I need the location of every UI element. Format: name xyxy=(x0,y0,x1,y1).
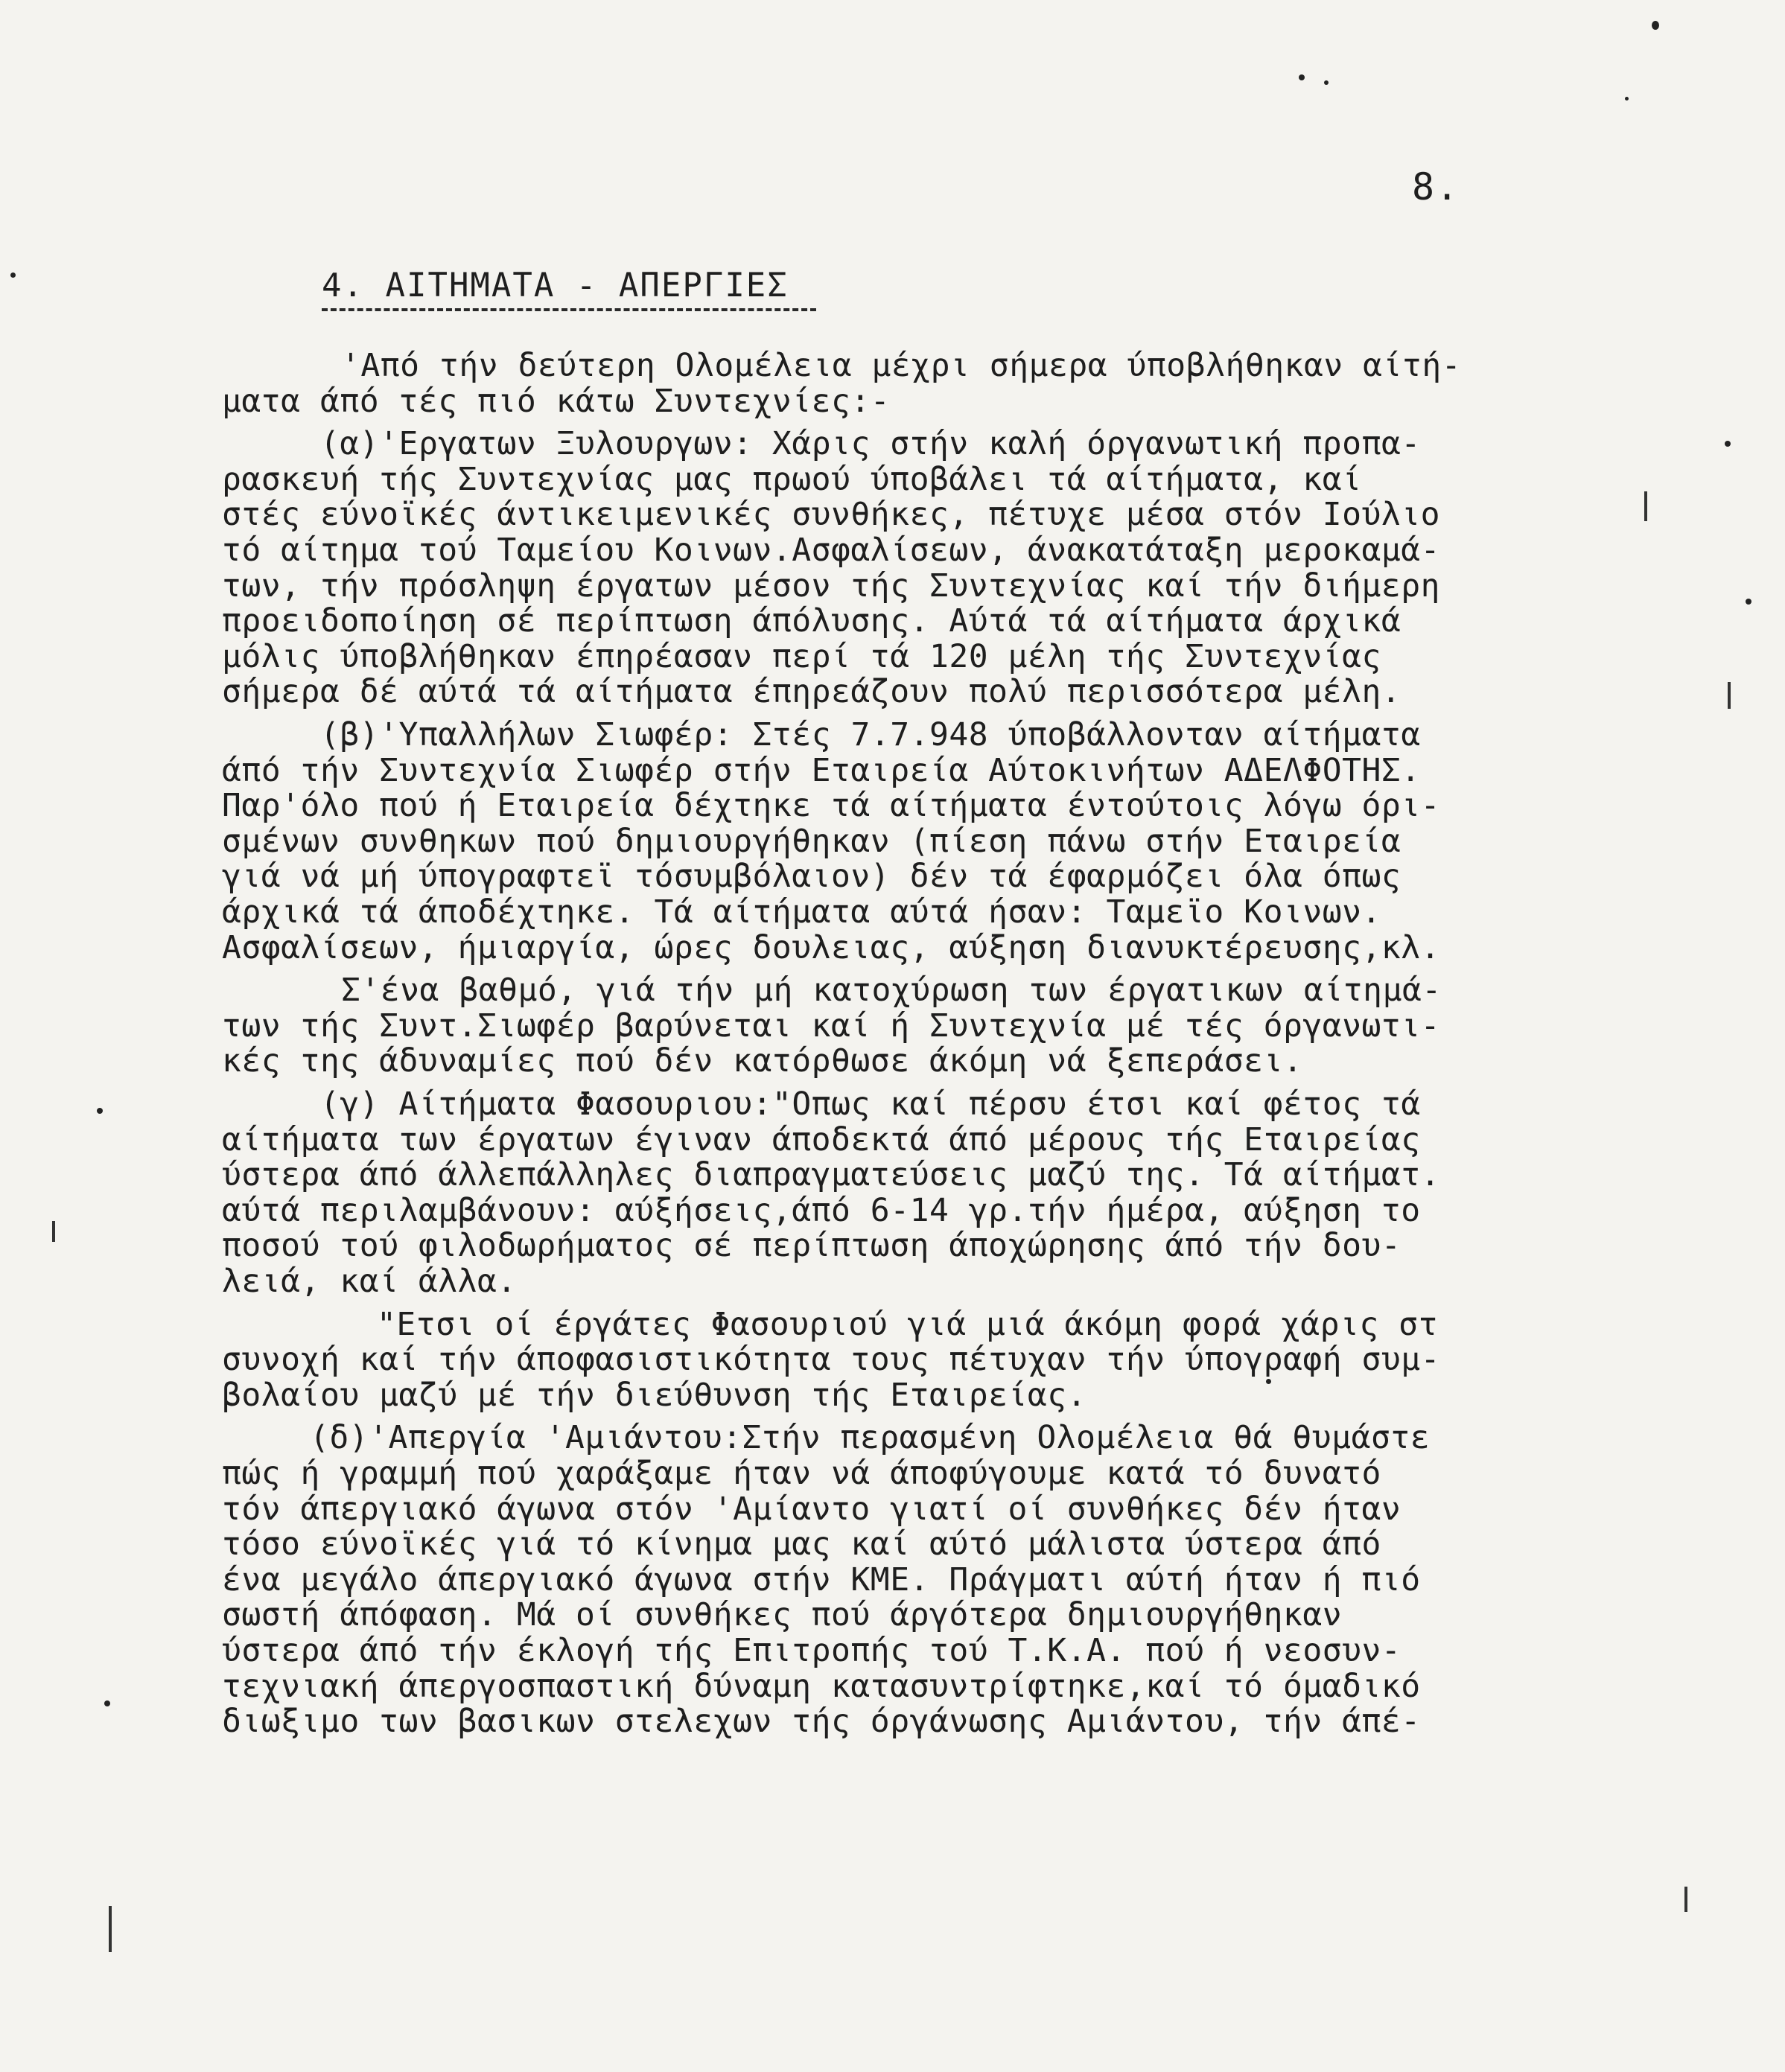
text-line: πώς ή γραμμή πού χαράξαμε ήταν νά άποφύγουμε κατά τό δυνατό xyxy=(222,1455,1381,1492)
scan-speck xyxy=(1324,80,1329,85)
text-line: κές της άδυναμίες πού δέν κατόρθωσε άκόμη νά ξεπεράσει. xyxy=(222,1042,1303,1080)
heading-underline xyxy=(322,308,816,311)
section-heading: 4. ΑΙΤΗΜΑΤΑ - ΑΠΕΡΓΙΕΣ xyxy=(322,267,789,305)
text-line: (α)'Εργατων Ξυλουργων: Χάρις στήν καλή όργανωτική προπα- xyxy=(320,425,1421,463)
text-line: ρασκευή τής Συντεχνίας μας πρωού ύποβάλει τά αίτήματα, καί xyxy=(222,460,1362,498)
text-line: ένα μεγάλο άπεργιακό άγωνα στήν ΚΜΕ. Πράγματι αύτή ήταν ή πιό xyxy=(222,1561,1421,1598)
text-line: ματα άπό τές πιό κάτω Συντεχνίες:- xyxy=(222,382,891,420)
text-line: άρχικά τά άποδέχτηκε. Τά αίτήματα αύτά ήσαν: Ταμεϊο Κοινων. xyxy=(222,893,1381,931)
text-line: συνοχή καί τήν άποφασιστικότητα τους πέτυχαν τήν ύπογραφή συμ- xyxy=(222,1341,1441,1379)
text-line: βολαίου μαζύ μέ τήν διεύθυνση τής Εταιρείας. xyxy=(222,1376,1087,1414)
text-line: (δ)'Απεργία 'Αμιάντου:Στήν περασμένη Ολομέλεια θά θυμάστε xyxy=(310,1419,1431,1457)
scan-speck xyxy=(104,1700,110,1706)
text-line: τεχνιακή άπεργοσπαστική δύναμη κατασυντρίφτηκε,καί τό όμαδικό xyxy=(222,1667,1421,1705)
text-line: στές εύνοϊκές άντικειμενικές συνθήκες, πέτυχε μέσα στόν Ιούλιο xyxy=(222,496,1441,534)
scan-speck xyxy=(1746,599,1751,605)
scan-speck xyxy=(1266,1379,1271,1384)
text-line: των, τήν πρόσληψη έργατων μέσον τής Συντεχνίας καί τήν διήμερη xyxy=(222,567,1441,605)
text-line: σμένων συνθηκων πού δημιουργήθηκαν (πίεση πάνω στήν Εταιρεία xyxy=(222,822,1401,860)
text-line: τόν άπεργιακό άγωνα στόν 'Αμίαντο γιατί οί συνθήκες δέν ήταν xyxy=(222,1490,1401,1528)
text-line: λειά, καί άλλα. xyxy=(222,1263,517,1300)
text-line: γιά νά μή ύπογραφτεϊ τόσυμβόλαιον) δέν τά έφαρμόζει όλα όπως xyxy=(222,858,1401,896)
scan-speck xyxy=(1299,74,1305,80)
text-line: σωστή άπόφαση. Μά οί συνθήκες πού άργότερα δημιουργήθηκαν xyxy=(222,1596,1343,1634)
text-line: άπό τήν Συντεχνία Σιωφέρ στήν Εταιρεία Αύτοκινήτων ΑΔΕΛΦΟΤΗΣ. xyxy=(222,751,1421,789)
scan-mark xyxy=(109,1906,112,1952)
text-line: αύτά περιλαμβάνουν: αύξήσεις,άπό 6-14 γρ.τήν ήμέρα, αύξηση το xyxy=(222,1191,1421,1229)
page-number: 8. xyxy=(1412,165,1460,208)
scan-speck xyxy=(97,1108,103,1114)
text-line: "Ετσι οί έργάτες Φασουριού γιά μιά άκόμη φορά χάρις στ xyxy=(377,1305,1438,1343)
text-line: (γ) Αίτήματα Φασουριου:"Οπως καί πέρσυ έτσι καί φέτος τά xyxy=(320,1086,1421,1123)
text-line: τό αίτημα τού Ταμείου Κοινων.Ασφαλίσεων, άνακατάταξη μεροκαμά- xyxy=(222,532,1441,569)
text-line: των τής Συντ.Σιωφέρ βαρύνεται καί ή Συντεχνία μέ τές όργανωτι- xyxy=(222,1007,1441,1045)
text-line: τόσο εύνοϊκές γιά τό κίνημα μας καί αύτό μάλιστα ύστερα άπό xyxy=(222,1526,1381,1563)
scan-speck xyxy=(1725,441,1731,447)
text-line: Ασφαλίσεων, ήμιαργία, ώρες δουλειας, αύξηση διανυκτέρευσης,κλ. xyxy=(222,928,1441,966)
text-line: ποσού τού φιλοδωρήματος σέ περίπτωση άποχώρησης άπό τήν δου- xyxy=(222,1227,1401,1265)
scan-mark xyxy=(52,1221,55,1242)
text-line: (β)'Υπαλλήλων Σιωφέρ: Στές 7.7.948 ύποβάλλονταν αίτήματα xyxy=(320,716,1421,753)
text-line: αίτήματα των έργατων έγιναν άποδεκτά άπό μέρους τής Εταιρείας xyxy=(222,1121,1421,1158)
text-line: Σ'ένα βαθμό, γιά τήν μή κατοχύρωση των έργατικων αίτημά- xyxy=(341,972,1442,1010)
text-line: διωξιμο των βασικων στελεχων τής όργάνωσης Αμιάντου, τήν άπέ- xyxy=(222,1703,1421,1741)
scan-speck xyxy=(10,272,16,278)
text-line: μόλις ύποβλήθηκαν έπηρέασαν περί τά 120 μέλη τής Συντεχνίας xyxy=(222,637,1381,675)
text-line: σήμερα δέ αύτά τά αίτήματα έπηρεάζουν πολύ περισσότερα μέλη. xyxy=(222,673,1401,711)
scan-speck xyxy=(1625,97,1629,101)
text-line: ύστερα άπό τήν έκλογή τής Επιτροπής τού Τ.Κ.Α. πού ή νεοσυν- xyxy=(222,1632,1401,1669)
text-line: ύστερα άπό άλλεπάλληλες διαπραγματεύσεις μαζύ της. Τά αίτήματ. xyxy=(222,1156,1441,1194)
scan-mark xyxy=(1644,491,1647,521)
scan-speck xyxy=(1652,21,1659,30)
text-line: προειδοποίηση σέ περίπτωση άπόλυσης. Αύτά τά αίτήματα άρχικά xyxy=(222,602,1401,640)
text-line: 'Από τήν δεύτερη Ολομέλεια μέχρι σήμερα ύποβλήθηκαν αίτή- xyxy=(341,347,1462,384)
scan-mark xyxy=(1684,1887,1687,1912)
text-line: Παρ'όλο πού ή Εταιρεία δέχτηκε τά αίτήματα έντούτοις λόγω όρι- xyxy=(222,787,1441,825)
scan-mark xyxy=(1728,682,1731,709)
